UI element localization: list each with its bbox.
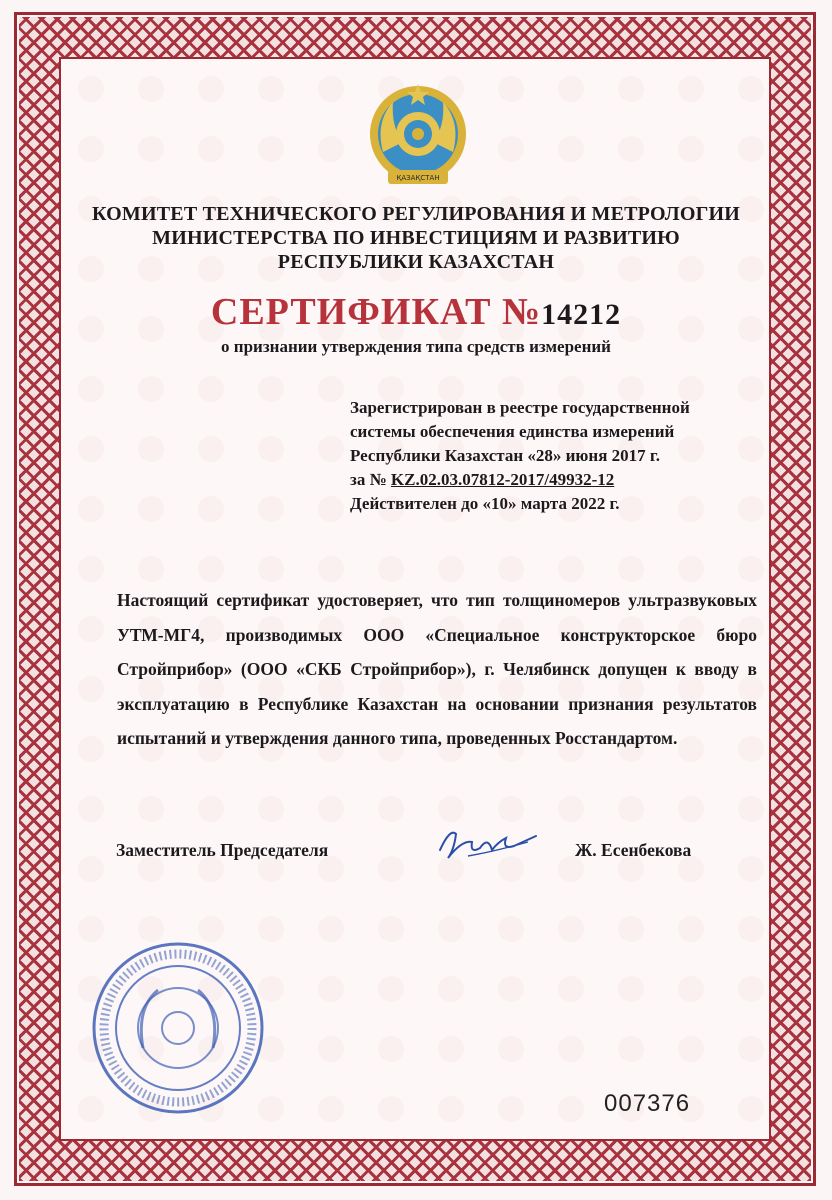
issuing-organization — [60, 202, 772, 274]
certificate-subtitle: о признании утверждения типа средств измерений — [221, 337, 611, 356]
organization-line-1: КОМИТЕТ ТЕХНИЧЕСКОГО РЕГУЛИРОВАНИЯ И МЕТРОЛОГИИ — [91, 203, 741, 225]
certificate-title — [60, 290, 772, 334]
registration-line-2: системы обеспечения единства измерений — [350, 422, 675, 441]
registration-line-4 — [350, 468, 770, 492]
certificate-title-label: СЕРТИФИКАТ № — [210, 291, 542, 333]
svg-text:ҚАЗАҚСТАН: ҚАЗАҚСТАН — [396, 174, 440, 182]
registry-number: KZ.02.03.07812-2017/49932-12 — [390, 470, 615, 489]
organization-line-3: РЕСПУБЛИКИ КАЗАХСТАН — [277, 251, 555, 273]
validity-line: Действителен до «10» марта 2022 г. — [350, 494, 620, 513]
serial-number: 007376 — [604, 1090, 691, 1117]
signatory-role: Заместитель Председателя — [116, 840, 329, 860]
organization-line-2: МИНИСТЕРСТВА ПО ИНВЕСТИЦИЯМ И РАЗВИТИЮ — [152, 227, 680, 249]
certificate-number: 14212 — [541, 298, 622, 331]
registration-block — [350, 396, 770, 516]
registration-number-prefix: за № — [350, 470, 391, 489]
kazakhstan-emblem-icon — [363, 82, 473, 192]
handwritten-signature — [432, 820, 542, 870]
registration-line-3: Республики Казахстан «28» июня 2017 г. — [350, 446, 660, 465]
registration-line-1: Зарегистрирован в реестре государственной — [350, 398, 690, 417]
signatory-name: Ж. Есенбекова — [575, 840, 692, 860]
official-seal-icon — [88, 938, 268, 1118]
certificate-body-text: Настоящий сертификат удостоверяет, что тип толщиномеров ультразвуковых УТМ-МГ4, производимых ООО «Специальное конструкторское бюро Стройприбор» (ООО «СКБ Стройприбор»), г. Челябинск допущен к вводу в эксплуатацию в Республике Казахстан на основании признания результатов испытаний и утверждения данного типа, проведенных Росстандартом. — [117, 590, 757, 748]
